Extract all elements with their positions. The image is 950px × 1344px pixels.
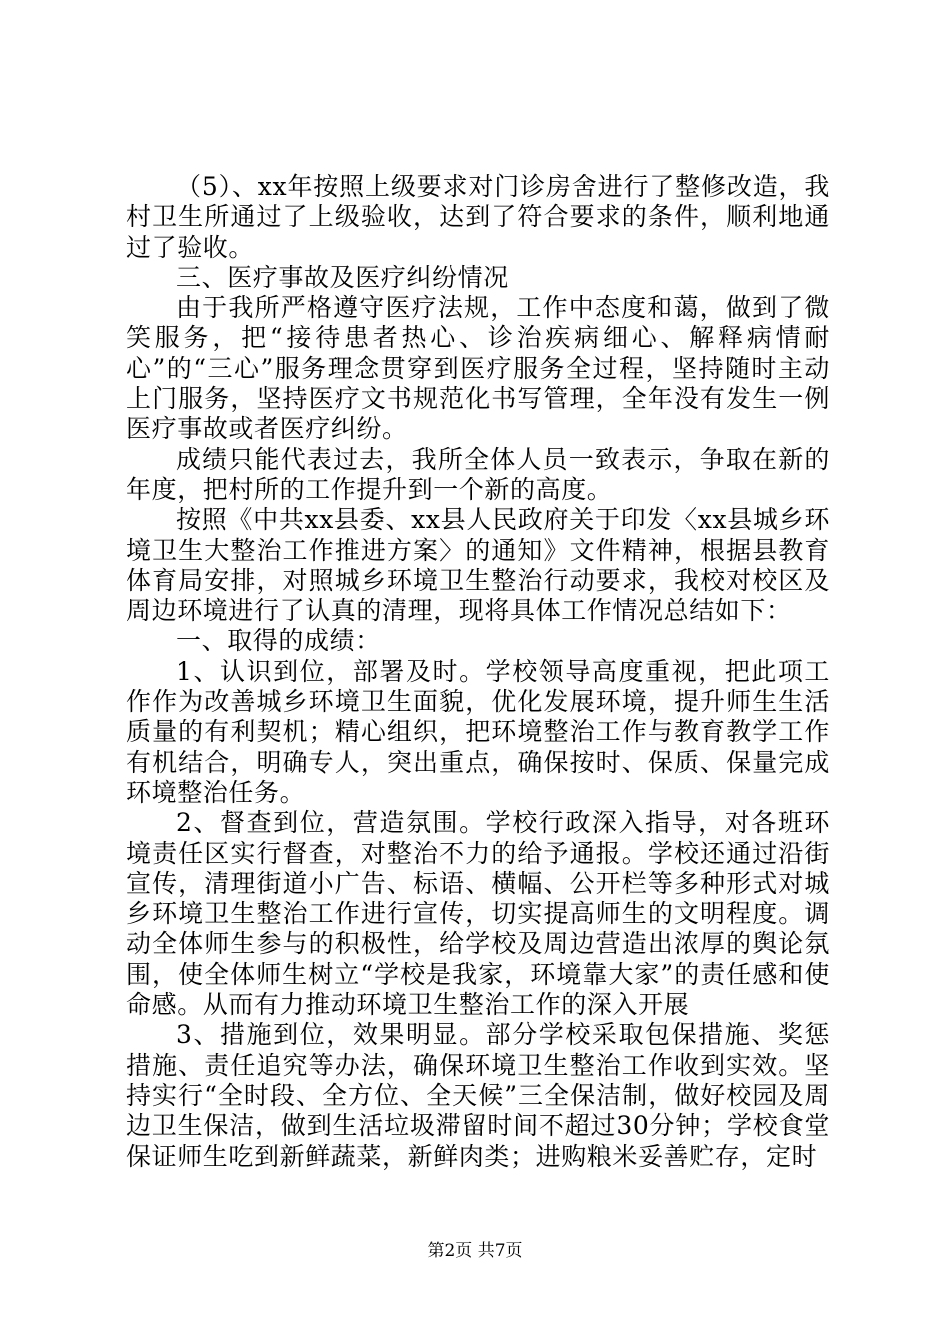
paragraph-2: 由于我所严格遵守医疗法规，工作中态度和蔼，做到了微笑服务，把“接待患者热心、诊治疾病细心、解释病情耐心”的“三心”服务理念贯穿到医疗服务全过程，坚持随时主动上门服务，坚持医疗文书规范化书写管理，全年没有发生一例医疗事故或者医疗纠纷。 xyxy=(126,293,830,444)
paragraph-1: （5）、xx年按照上级要求对门诊房舍进行了整修改造，我村卫生所通过了上级验收，达到了符合要求的条件，顺利地通过了验收。 xyxy=(126,172,830,262)
paragraph-7: 3、措施到位，效果明显。部分学校采取包保措施、奖惩措施、责任追究等办法，确保环境卫生整治工作收到实效。坚持实行“全时段、全方位、全天候”三全保洁制，做好校园及周边卫生保洁，做到生活垃圾滞留时间不超过30分钟；学校食堂保证师生吃到新鲜蔬菜，新鲜肉类；进购粮米妥善贮存，定时 xyxy=(126,1020,830,1171)
paragraph-3: 成绩只能代表过去，我所全体人员一致表示，争取在新的年度，把村所的工作提升到一个新的高度。 xyxy=(126,444,830,504)
paragraph-4: 按照《中共xx县委、xx县人民政府关于印发〈xx县城乡环境卫生大整治工作推进方案〉的通知》文件精神，根据县教育体育局安排，对照城乡环境卫生整治行动要求，我校对校区及周边环境进行了认真的清理，现将具体工作情况总结如下： xyxy=(126,505,830,626)
paragraph-6: 2、督查到位，营造氛围。学校行政深入指导，对各班环境责任区实行督查，对整治不力的给予通报。学校还通过沿街宣传，清理街道小广告、标语、横幅、公开栏等多种形式对城乡环境卫生整治工作进行宣传，切实提高师生的文明程度。调动全体师生参与的积极性，给学校及周边营造出浓厚的舆论氛围，使全体师生树立“学校是我家，环境靠大家”的责任感和使命感。从而有力推动环境卫生整治工作的深入开展 xyxy=(126,808,830,1020)
section-heading-3: 三、医疗事故及医疗纠纷情况 xyxy=(176,262,509,292)
paragraph-5: 1、认识到位，部署及时。学校领导高度重视，把此项工作作为改善城乡环境卫生面貌，优化发展环境，提升师生生活质量的有利契机；精心组织，把环境整治工作与教育教学工作有机结合，明确专人，突出重点，确保按时、保质、保量完成环境整治任务。 xyxy=(126,656,830,807)
page-number-footer: 第2页 共7页 xyxy=(427,1241,523,1261)
document-body xyxy=(126,172,830,1172)
section-heading-1: 一、取得的成绩： xyxy=(176,626,381,656)
